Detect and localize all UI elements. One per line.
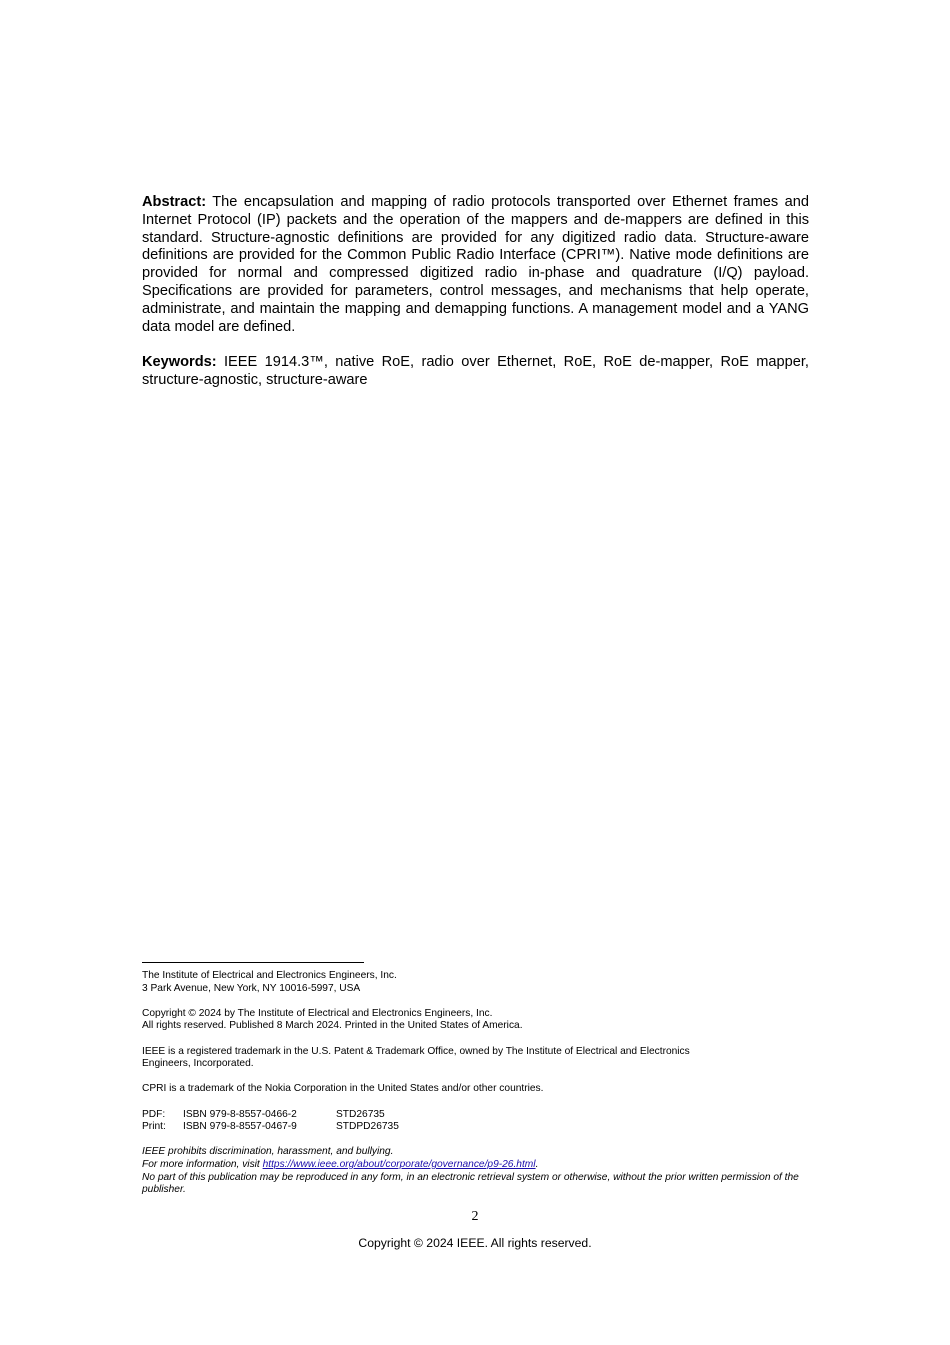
isbn-number: ISBN 979-8-8557-0467-9: [183, 1121, 297, 1133]
abstract-label: Abstract:: [142, 194, 207, 210]
more-info-line: [142, 1159, 812, 1172]
isbn-format: Print:: [142, 1121, 166, 1133]
governance-link[interactable]: https://www.ieee.org/about/corporate/governance/p9-26.html: [262, 1158, 536, 1170]
policy-notice: [142, 1146, 812, 1196]
isbn-row-print: [142, 1121, 812, 1134]
page-footer-copyright: Copyright © 2024 IEEE. All rights reserved.: [358, 1236, 592, 1250]
copyright-line: Copyright © 2024 by The Institute of Electrical and Electronics Engineers, Inc.: [142, 1007, 493, 1019]
copyright-info: [142, 1008, 812, 1033]
abstract-text: The encapsulation and mapping of radio protocols transported over Ethernet frames and Internet Protocol (IP) packets and the operation of the mappers and de-mappers are defined in this standard. Structure-agnostic definitions are provided for any digitized radio data. Structure-aware definitions are provided for the Common Public Radio Interface (CPRI™). Native mode definitions are provided for normal and compressed digitized radio in-phase and quadrature (I/Q) payload. Specifications are provided for parameters, control messages, and mechanisms that help operate, administrate, and maintain the mapping and demapping functions. A management model and a YANG data model are defined.: [142, 194, 809, 335]
keywords-text: IEEE 1914.3™, native RoE, radio over Ethernet, RoE, RoE de-mapper, RoE mapper, structure-agnostic, structure-aware: [142, 354, 809, 389]
front-matter-summary: [142, 194, 809, 390]
page-number: 2: [471, 1209, 479, 1224]
cpri-trademark-line: CPRI is a trademark of the Nokia Corporation in the United States and/or other countries.: [142, 1083, 544, 1095]
rights-line: All rights reserved. Published 8 March 2024. Printed in the United States of America.: [142, 1020, 523, 1032]
policy-line: IEEE prohibits discrimination, harassment, and bullying.: [142, 1146, 394, 1158]
cpri-trademark: [142, 1083, 812, 1096]
ieee-trademark-line-1: IEEE is a registered trademark in the U.S. Patent & Trademark Office, owned by The Institute of Electrical and Electronics: [142, 1045, 690, 1057]
isbn-table: [142, 1109, 812, 1134]
isbn-row-pdf: [142, 1109, 812, 1122]
footnotes: [142, 970, 812, 1197]
publisher-info: [142, 970, 812, 995]
keywords-label: Keywords:: [142, 354, 217, 371]
more-info-prefix: For more information, visit: [142, 1158, 263, 1170]
publisher-address: 3 Park Avenue, New York, NY 10016-5997, USA: [142, 982, 361, 994]
isbn-number: ISBN 979-8-8557-0466-2: [183, 1108, 297, 1120]
ieee-trademark: [142, 1046, 812, 1071]
publisher-name: The Institute of Electrical and Electronics Engineers, Inc.: [142, 970, 397, 981]
ieee-trademark-line-2: Engineers, Incorporated.: [142, 1058, 254, 1070]
footnote-divider: [142, 962, 364, 963]
keywords-paragraph: [142, 354, 809, 390]
isbn-code: STDPD26735: [336, 1121, 399, 1133]
abstract-paragraph: [142, 194, 809, 336]
isbn-format: PDF:: [142, 1108, 166, 1120]
reproduction-notice: No part of this publication may be reproduced in any form, in an electronic retrieval system or otherwise, without the prior written permission of the publisher.: [142, 1171, 799, 1196]
more-info-suffix: .: [535, 1158, 539, 1170]
isbn-code: STD26735: [336, 1108, 385, 1120]
